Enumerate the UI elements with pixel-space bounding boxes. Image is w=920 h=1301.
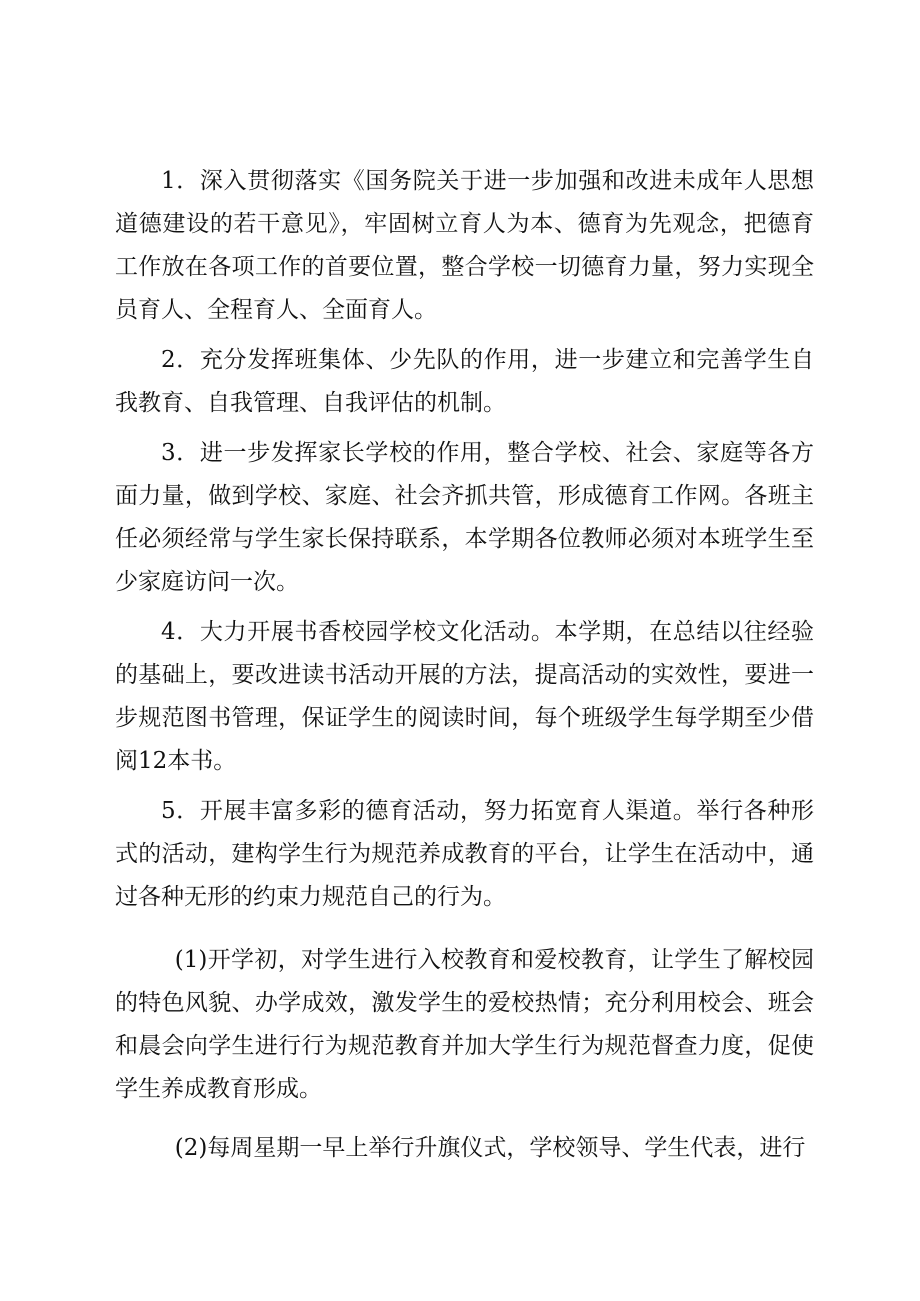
paragraph-4: 4．大力开展书香校园学校文化活动。本学期，在总结以往经验的基础上，要改进读书活动开展的方法，提高活动的实效性，要进一步规范图书管理，保证学生的阅读时间，每个班级学生每学期至少借阅12本书。 — [115, 619, 814, 774]
paragraph-5: 5．开展丰富多彩的德育活动，努力拓宽育人渠道。举行各种形式的活动，建构学生行为规范养成教育的平台，让学生在活动中，通过各种无形的约束力规范自己的行为。 — [115, 798, 814, 910]
paragraph-3: 3．进一步发挥家长学校的作用，整合学校、社会、家庭等各方面力量，做到学校、家庭、社会齐抓共管，形成德育工作网。各班主任必须经常与学生家长保持联系，本学期各位教师必须对本班学生至少家庭访问一次。 — [115, 440, 814, 595]
subparagraph-1: (1)开学初，对学生进行入校教育和爱校教育，让学生了解校园的特色风貌、办学成效，激发学生的爱校热情；充分利用校会、班会和晨会向学生进行行为规范教育并加大学生行为规范督查力度，促使学生养成教育形成。 — [115, 947, 814, 1102]
paragraph-2: 2．充分发挥班集体、少先队的作用，进一步建立和完善学生自我教育、自我管理、自我评估的机制。 — [115, 347, 814, 416]
subparagraph-2: (2)每周星期一早上举行升旗仪式，学校领导、学生代表，进行 — [174, 1135, 806, 1161]
document-body — [115, 160, 814, 1177]
paragraph-1: 1．深入贯彻落实《国务院关于进一步加强和改进未成年人思想道德建设的若干意见》，牢固树立育人为本、德育为先观念，把德育工作放在各项工作的首要位置，整合学校一切德育力量，努力实现全员育人、全程育人、全面育人。 — [115, 168, 814, 323]
